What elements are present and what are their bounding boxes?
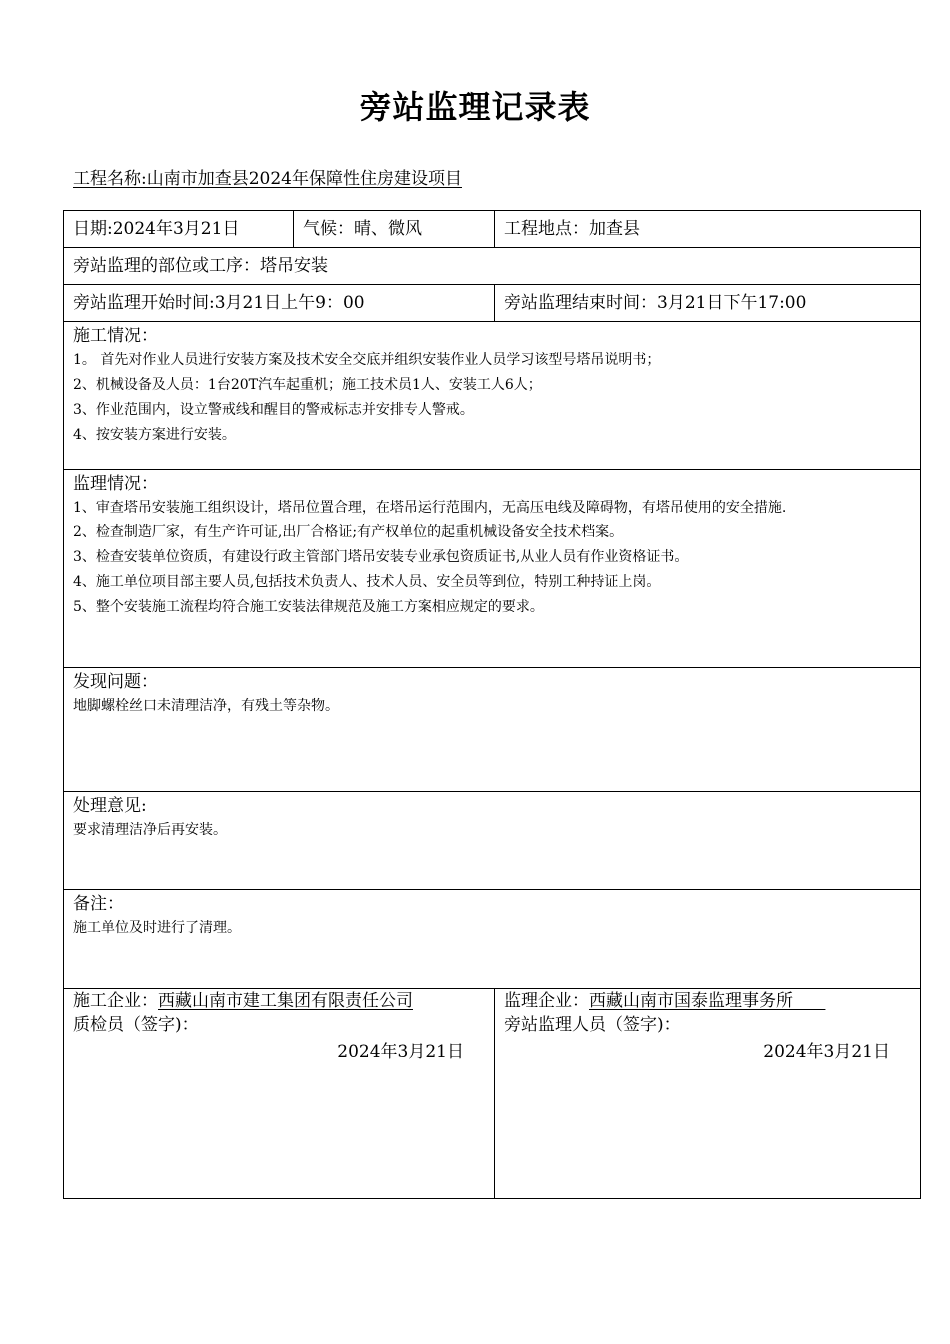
remarks-heading: 备注： bbox=[73, 894, 124, 914]
start-time-cell: 旁站监理开始时间:3月21日上午9：00 bbox=[64, 285, 495, 322]
part-cell: 旁站监理的部位或工序：塔吊安装 bbox=[64, 248, 921, 285]
inspector-signature: 质检员（签字)： bbox=[73, 1015, 199, 1035]
contractor-date: 2024年3月21日 bbox=[337, 1042, 464, 1062]
remarks-cell bbox=[64, 890, 921, 989]
supervisor-date: 2024年3月21日 bbox=[763, 1042, 890, 1062]
info-row bbox=[64, 211, 921, 248]
end-time-cell: 旁站监理结束时间：3月21日下午17:00 bbox=[495, 285, 921, 322]
project-name: 工程名称:山南市加查县2024年保障性住房建设项目 bbox=[73, 169, 462, 189]
construction-item: 4、按安装方案进行安装。 bbox=[73, 427, 236, 443]
contractor-signoff bbox=[64, 989, 495, 1199]
supervisor-signoff bbox=[495, 989, 921, 1199]
remarks-text: 施工单位及时进行了清理。 bbox=[73, 920, 241, 936]
remarks-row bbox=[64, 890, 921, 989]
supervision-item: 5、整个安装施工流程均符合施工安装法律规范及施工方案相应规定的要求。 bbox=[73, 599, 544, 615]
supervisor-label: 监理企业： bbox=[504, 991, 589, 1011]
contractor-company-line bbox=[73, 989, 485, 1013]
supervision-item: 1、审查塔吊安装施工组织设计，塔吊位置合理，在塔吊运行范围内，无高压电线及障碍物，有塔吊使用的安全措施. bbox=[73, 500, 787, 516]
construction-cell bbox=[64, 322, 921, 470]
supervisor-company-line bbox=[504, 989, 911, 1013]
construction-heading: 施工情况： bbox=[73, 326, 158, 346]
handling-cell bbox=[64, 792, 921, 890]
weather-cell: 气候：晴、微风 bbox=[294, 211, 495, 248]
construction-row bbox=[64, 322, 921, 470]
part-row bbox=[64, 248, 921, 285]
handling-heading: 处理意见: bbox=[73, 796, 147, 816]
handling-text: 要求清理洁净后再安装。 bbox=[73, 822, 227, 838]
supervision-heading: 监理情况： bbox=[73, 474, 158, 494]
contractor-company: 西藏山南市建工集团有限责任公司 bbox=[158, 991, 413, 1011]
construction-item: 1。 首先对作业人员进行安装方案及技术安全交底并组织安装作业人员学习该型号塔吊说明书； bbox=[73, 352, 661, 368]
date-cell: 日期:2024年3月21日 bbox=[64, 211, 294, 248]
supervisor-signature: 旁站监理人员（签字)： bbox=[504, 1015, 681, 1035]
handling-row bbox=[64, 792, 921, 890]
problems-row bbox=[64, 668, 921, 792]
supervisor-company: 西藏山南市国泰监理事务所 bbox=[589, 991, 826, 1011]
supervision-item: 2、检查制造厂家，有生产许可证,出厂合格证;有产权单位的起重机械设备安全技术档案。 bbox=[73, 524, 624, 540]
record-form bbox=[63, 210, 921, 1199]
problems-text: 地脚螺栓丝口未清理洁净，有残土等杂物。 bbox=[73, 698, 339, 714]
contractor-label: 施工企业： bbox=[73, 991, 158, 1011]
page-title: 旁站监理记录表 bbox=[359, 88, 591, 126]
problems-heading: 发现问题： bbox=[73, 672, 158, 692]
problems-cell bbox=[64, 668, 921, 792]
time-row bbox=[64, 285, 921, 322]
supervision-row bbox=[64, 470, 921, 668]
supervision-cell bbox=[64, 470, 921, 668]
supervision-item: 3、检查安装单位资质，有建设行政主管部门塔吊安装专业承包资质证书,从业人员有作业资格证书。 bbox=[73, 549, 689, 565]
signoff-row bbox=[64, 989, 921, 1199]
supervision-item: 4、施工单位项目部主要人员,包括技术负责人、技术人员、安全员等到位，特别工种持证上岗。 bbox=[73, 574, 661, 590]
construction-item: 2、机械设备及人员：1台20T汽车起重机；施工技术员1人、安装工人6人； bbox=[73, 377, 542, 393]
construction-item: 3、作业范围内，设立警戒线和醒目的警戒标志并安排专人警戒。 bbox=[73, 402, 474, 418]
location-cell: 工程地点：加查县 bbox=[495, 211, 921, 248]
